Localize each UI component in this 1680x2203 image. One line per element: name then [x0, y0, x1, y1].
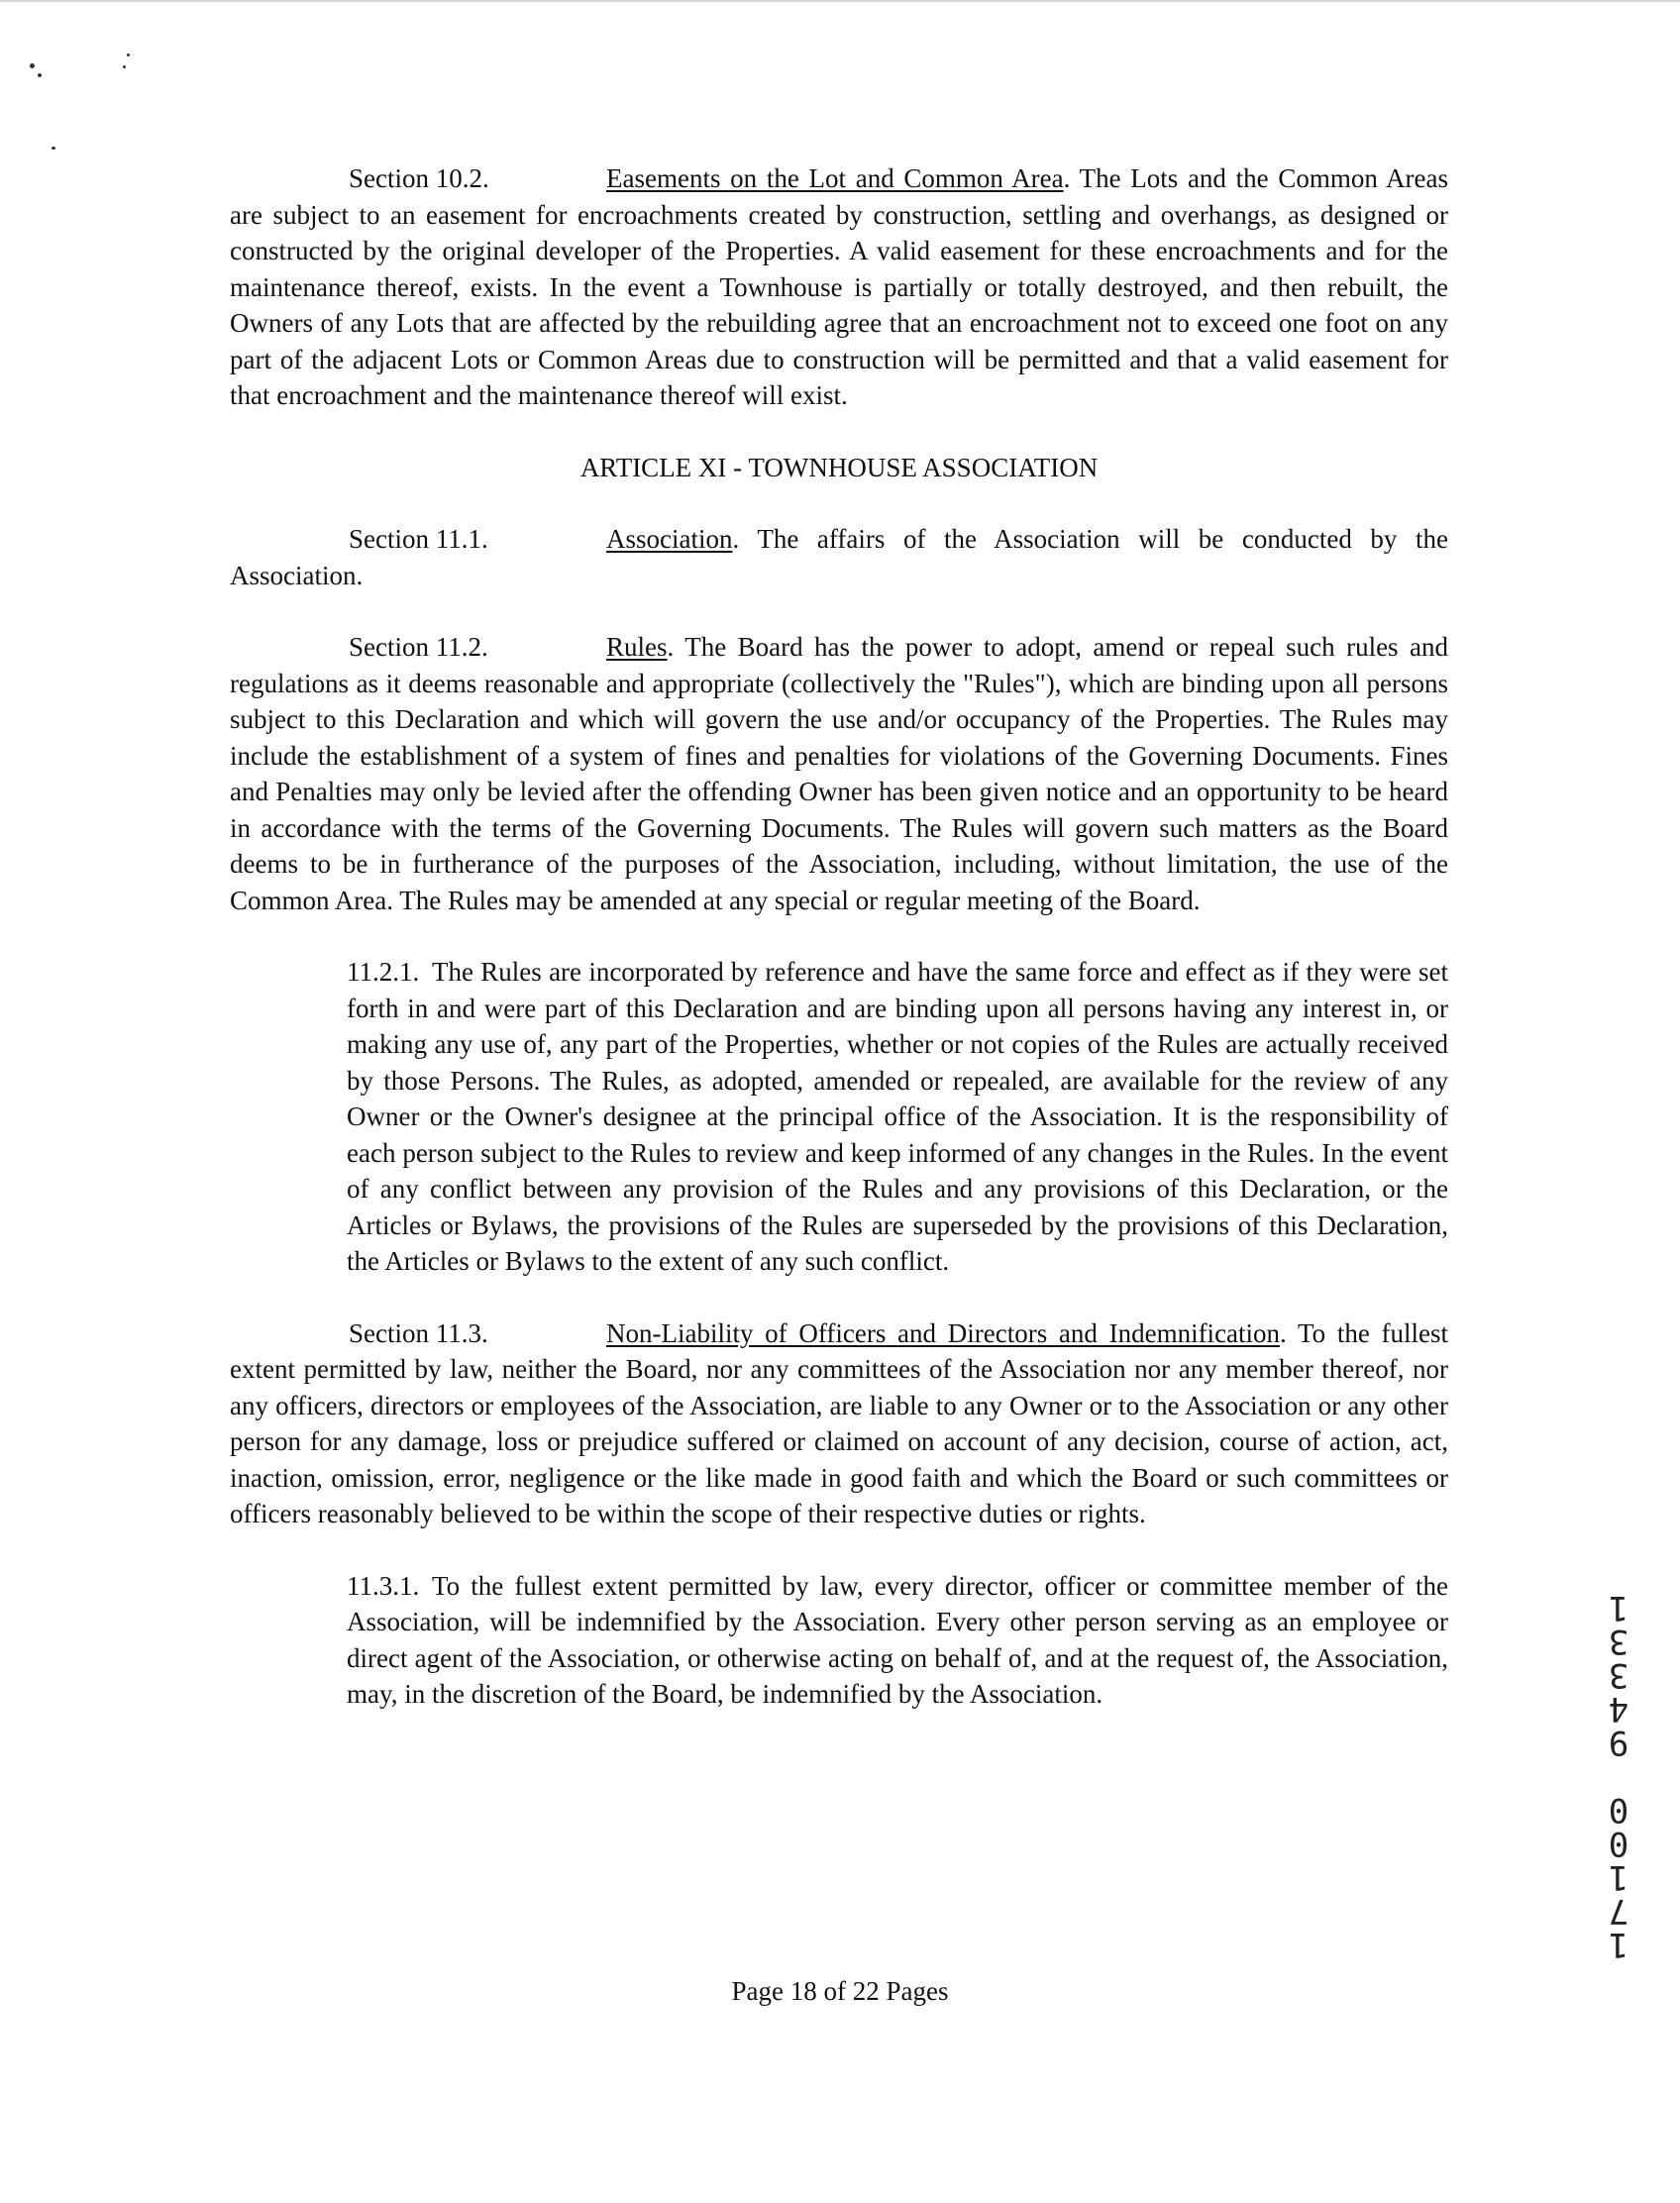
page-top-edge	[0, 0, 1680, 2]
section-11-3	[230, 1315, 1448, 1532]
section-11-2	[230, 629, 1448, 918]
section-title: Association	[606, 524, 733, 554]
section-11-2-1	[347, 954, 1448, 1280]
stamp-digit: 7	[1608, 1891, 1629, 1931]
stamp-digit: 3	[1608, 1655, 1629, 1695]
scan-speck	[30, 63, 35, 68]
scan-speck	[38, 73, 42, 77]
section-11-1	[230, 521, 1448, 593]
section-body: . The Lots and the Common Areas are subject to an easement for encroachments created by construction, settling and overhangs, as designed or constructed by the original developer of the Properties. A valid easement for these encroachments and for the maintenance thereof, exists. In the event a Townhouse is partially or totally destroyed, and then rebuilt, the Owners of any Lots that are affected by the rebuilding agree that an encroachment not to exceed one foot on any part of the adjacent Lots or Common Areas due to construction will be permitted and that a valid easement for that encroachment and the maintenance thereof will exist.	[230, 163, 1449, 410]
stamp-digit: 1	[1608, 1857, 1629, 1897]
section-number: Section 11.3.	[349, 1317, 488, 1348]
section-10-2	[230, 160, 1448, 414]
stamp-digit: 0	[1608, 1790, 1629, 1830]
stamp-digit: 4	[1608, 1689, 1629, 1729]
subsection-number: 11.2.1.	[347, 957, 420, 987]
subsection-body: To the fullest extent permitted by law, every director, officer or committee member of the Association, will be indemnified by the Association. Every other person serving as an employee or direct agent of the Association, or otherwise acting on behalf of, and at the request of, the Association, may, in the discretion of the Board, be indemnified by the Association.	[347, 1570, 1448, 1709]
stamp-digit: 1	[1608, 1588, 1629, 1627]
section-number: Section 11.2.	[349, 632, 488, 662]
stamp-digit: 0	[1608, 1824, 1629, 1863]
stamp-digit: 9	[1608, 1723, 1629, 1762]
subsection-body: The Rules are incorporated by reference and have the same force and effect as if they were set forth in and were part of this Declaration and are binding upon all persons having any interest in, or making any use of, any part of the Properties, whether or not copies of the Rules are actually received by those Persons. The Rules, as adopted, amended or repealed, are available for the review of any Owner or the Owner's designee at the principal office of the Association. It is the responsibility of each person subject to the Rules to review and keep informed of any changes in the Rules. In the event of any conflict between any provision of the Rules and any provisions of this Declaration, or the Articles or Bylaws, the provisions of the Rules are superseded by the provisions of this Declaration, the Articles or Bylaws to the extent of any such conflict.	[347, 957, 1448, 1276]
scan-speck	[127, 53, 130, 56]
section-body: . To the fullest extent permitted by law, neither the Board, nor any committees of the Association nor any member thereof, nor any officers, directors or employees of the Association, are liable to any Owner or to the Association or any other person for any damage, loss or prejudice suffered or claimed on account of any decision, course of action, act, inaction, omission, error, negligence or the like made in good faith and which the Board or such committees or officers reasonably believed to be within the scope of their respective duties or rights.	[230, 1317, 1449, 1528]
section-title: Non-Liability of Officers and Directors and Indemnification	[606, 1317, 1281, 1348]
section-11-3-1	[347, 1568, 1448, 1713]
page-footer: Page 18 of 22 Pages	[731, 1976, 949, 2006]
section-title: Rules	[606, 632, 668, 662]
section-body: . The Board has the power to adopt, amend or repeal such rules and regulations as it deems reasonable and appropriate (collectively the "Rules"), which are binding upon all persons subject to this Declaration and which will govern the use and/or occupancy of the Properties. The Rules may include the establishment of a system of fines and penalties for violations of the Governing Documents. Fines and Penalties may only be levied after the offending Owner has been given notice and an opportunity to be heard in accordance with the terms of the Governing Documents. The Rules will govern such matters as the Board deems to be in furtherance of the purposes of the Association, including, without limitation, the use of the Common Area. The Rules may be amended at any special or regular meeting of the Board.	[230, 632, 1448, 915]
article-heading: ARTICLE XI - TOWNHOUSE ASSOCIATION	[579, 452, 1099, 482]
section-number: Section 11.1.	[349, 524, 488, 554]
section-title: Easements on the Lot and Common Area	[606, 163, 1064, 193]
scan-speck	[52, 147, 55, 150]
section-body: . The affairs of the Association will be conducted by the Association.	[230, 524, 1448, 590]
document-body	[230, 160, 1448, 1713]
document-stamp-number	[1599, 1588, 1638, 1964]
scan-speck	[123, 65, 126, 68]
stamp-digit: 3	[1608, 1622, 1629, 1661]
section-number: Section 10.2.	[349, 163, 489, 193]
stamp-digit: 1	[1608, 1925, 1629, 1964]
subsection-number: 11.3.1.	[347, 1570, 420, 1601]
